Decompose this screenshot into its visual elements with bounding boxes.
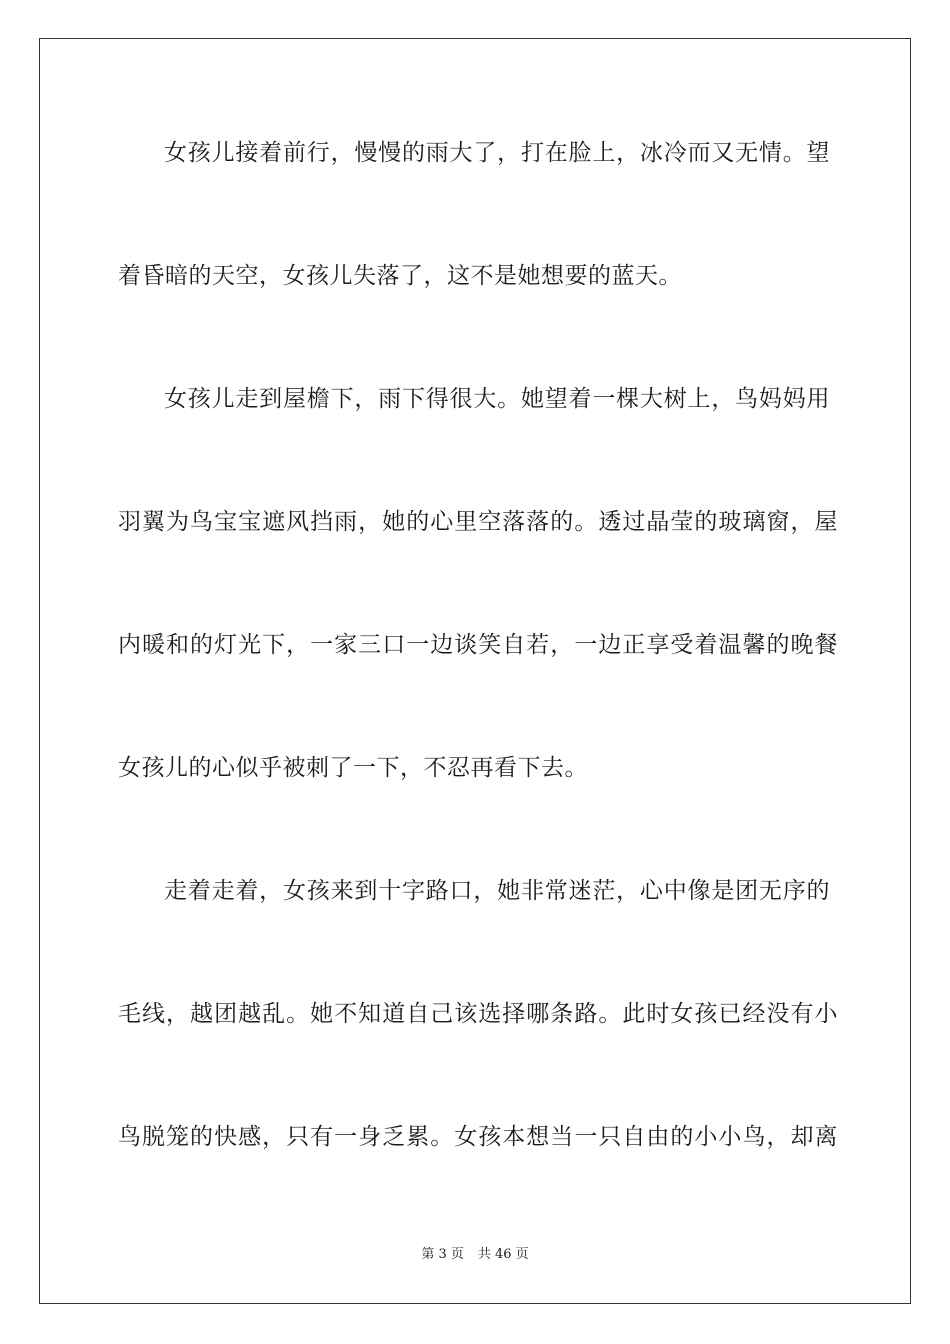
paragraph-2-line-4: 女孩儿的心似乎被刺了一下，不忍再看下去。 <box>118 755 588 781</box>
paragraph-1-line-1: 女孩儿接着前行，慢慢的雨大了，打在脸上，冰冷而又无情。望 <box>164 140 830 166</box>
page-footer <box>0 1247 950 1263</box>
paragraph-2-line-3: 内暖和的灯光下，一家三口一边谈笑自若，一边正享受着温馨的晚餐 <box>118 632 838 658</box>
paragraph-3-line-2: 毛线，越团越乱。她不知道自己该选择哪条路。此时女孩已经没有小 <box>118 1001 838 1027</box>
paragraph-1-line-2: 着昏暗的天空，女孩儿失落了，这不是她想要的蓝天。 <box>118 263 682 289</box>
total-pages: 共 46 页 <box>477 1247 529 1262</box>
paragraph-3-line-1: 走着走着，女孩来到十字路口，她非常迷茫，心中像是团无序的 <box>164 878 830 904</box>
page-number: 第 3 页 <box>421 1247 464 1262</box>
paragraph-3-line-3: 鸟脱笼的快感，只有一身乏累。女孩本想当一只自由的小小鸟，却离 <box>118 1124 838 1150</box>
paragraph-2-line-1: 女孩儿走到屋檐下，雨下得很大。她望着一棵大树上，鸟妈妈用 <box>164 386 830 412</box>
page-border <box>39 38 911 1304</box>
paragraph-2-line-2: 羽翼为鸟宝宝遮风挡雨，她的心里空落落的。透过晶莹的玻璃窗，屋 <box>118 509 838 535</box>
